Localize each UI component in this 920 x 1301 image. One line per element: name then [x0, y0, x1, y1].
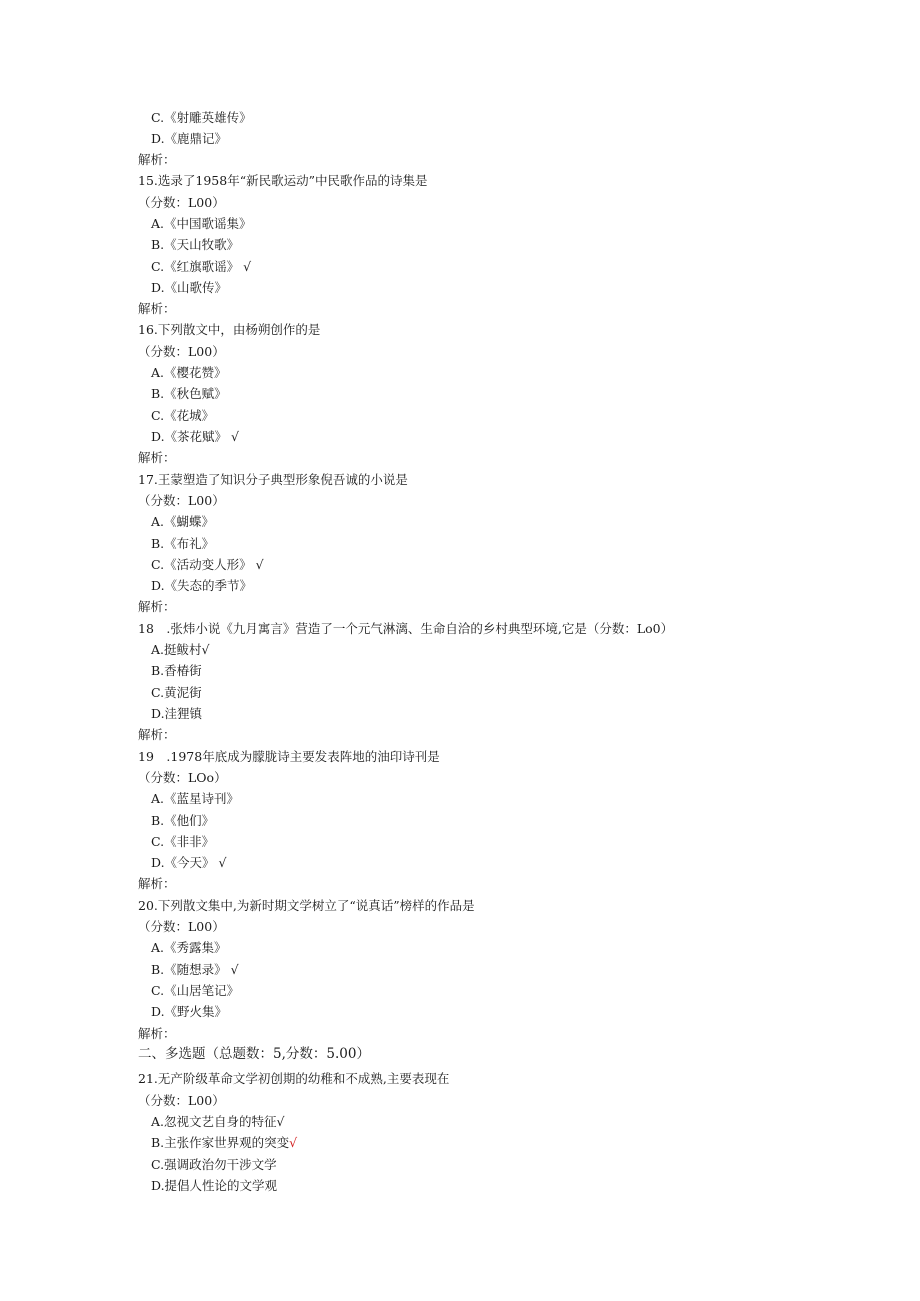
- question-line: 15.选录了1958年“新民歌运动”中民歌作品的诗集是: [138, 173, 428, 188]
- option-line: C.《射雕英雄传》: [151, 110, 252, 125]
- option-line: A.《蓝星诗刊》: [151, 791, 240, 806]
- check-mark: √: [255, 557, 264, 572]
- analysis-label: 解析：: [138, 301, 176, 316]
- option-line: D.《茶花赋》 √: [151, 429, 240, 444]
- option-line: C.《花城》: [151, 408, 215, 423]
- option-line: B.《天山牧歌》: [151, 237, 240, 252]
- option-line: B.《布礼》: [151, 536, 215, 551]
- option-line: D.《山歌传》: [151, 280, 228, 295]
- analysis-label: 解析：: [138, 599, 176, 614]
- option-line: C.《非非》: [151, 834, 215, 849]
- option-line: A.《秀露集》: [151, 940, 227, 955]
- option-line: D.《野火集》: [151, 1004, 228, 1019]
- question-line: 18 .张炜小说《九月寓言》营造了一个元气淋漓、生命自洽的乡村典型环境,它是（分数：Lo0）: [138, 621, 674, 636]
- score-line: （分数：LOo）: [138, 770, 227, 785]
- option-line: C.黄泥街: [151, 685, 202, 700]
- analysis-label: 解析：: [138, 876, 176, 891]
- score-line: （分数：L00）: [138, 493, 225, 508]
- option-line: C.《活动变人形》 √: [151, 557, 264, 572]
- option-line: B.《随想录》 √: [151, 962, 239, 977]
- option-line: C.《红旗歌谣》 √: [151, 259, 252, 274]
- option-line: B.香椿街: [151, 663, 202, 678]
- score-line: （分数：L00）: [138, 919, 225, 934]
- question-line: 21.无产阶级革命文学初创期的幼稚和不成熟,主要表现在: [138, 1071, 450, 1086]
- option-line: D.洼狸镇: [151, 706, 203, 721]
- question-line: 19 .1978年底成为朦胧诗主要发表阵地的油印诗刊是: [138, 749, 440, 764]
- check-mark: √: [218, 855, 227, 870]
- analysis-label: 解析：: [138, 1026, 176, 1041]
- option-line: B.《他们》: [151, 813, 215, 828]
- score-line: （分数：L00）: [138, 195, 225, 210]
- option-line: D.提倡人性论的文学观: [151, 1178, 278, 1193]
- analysis-label: 解析：: [138, 450, 176, 465]
- option-line: D.《鹿鼎记》: [151, 131, 228, 146]
- check-mark: √: [231, 429, 240, 444]
- check-mark: √: [276, 1114, 285, 1129]
- option-line: A.《蝴蝶》: [151, 514, 215, 529]
- analysis-label: 解析：: [138, 152, 176, 167]
- option-line: A.《中国歌谣集》: [151, 216, 252, 231]
- section-heading: 二、多选题（总题数：5,分数：5.00）: [138, 1046, 370, 1062]
- question-line: 17.王蒙塑造了知识分子典型形象倪吾诚的小说是: [138, 472, 408, 487]
- option-line: A.忽视文艺自身的特征√: [151, 1114, 285, 1129]
- option-line: A.挺鲅村√: [151, 642, 210, 657]
- option-line: C.《山居笔记》: [151, 983, 240, 998]
- score-line: （分数：L00）: [138, 344, 225, 359]
- question-line: 16.下列散文中，由杨朔创作的是: [138, 322, 321, 337]
- check-mark: √: [230, 962, 239, 977]
- question-line: 20.下列散文集中,为新时期文学树立了“说真话”榜样的作品是: [138, 898, 475, 913]
- check-mark: √: [243, 259, 252, 274]
- option-line: A.《樱花赞》: [151, 365, 227, 380]
- analysis-label: 解析：: [138, 727, 176, 742]
- option-line: D.《今天》 √: [151, 855, 227, 870]
- score-line: （分数：L00）: [138, 1093, 225, 1108]
- option-line: D.《失态的季节》: [151, 578, 253, 593]
- option-line: C.强调政治勿干涉文学: [151, 1157, 277, 1172]
- option-line: B.《秋色赋》: [151, 386, 227, 401]
- option-line: B.主张作家世界观的突变√: [151, 1135, 298, 1150]
- check-mark-red: √: [289, 1135, 298, 1150]
- check-mark: √: [201, 642, 210, 657]
